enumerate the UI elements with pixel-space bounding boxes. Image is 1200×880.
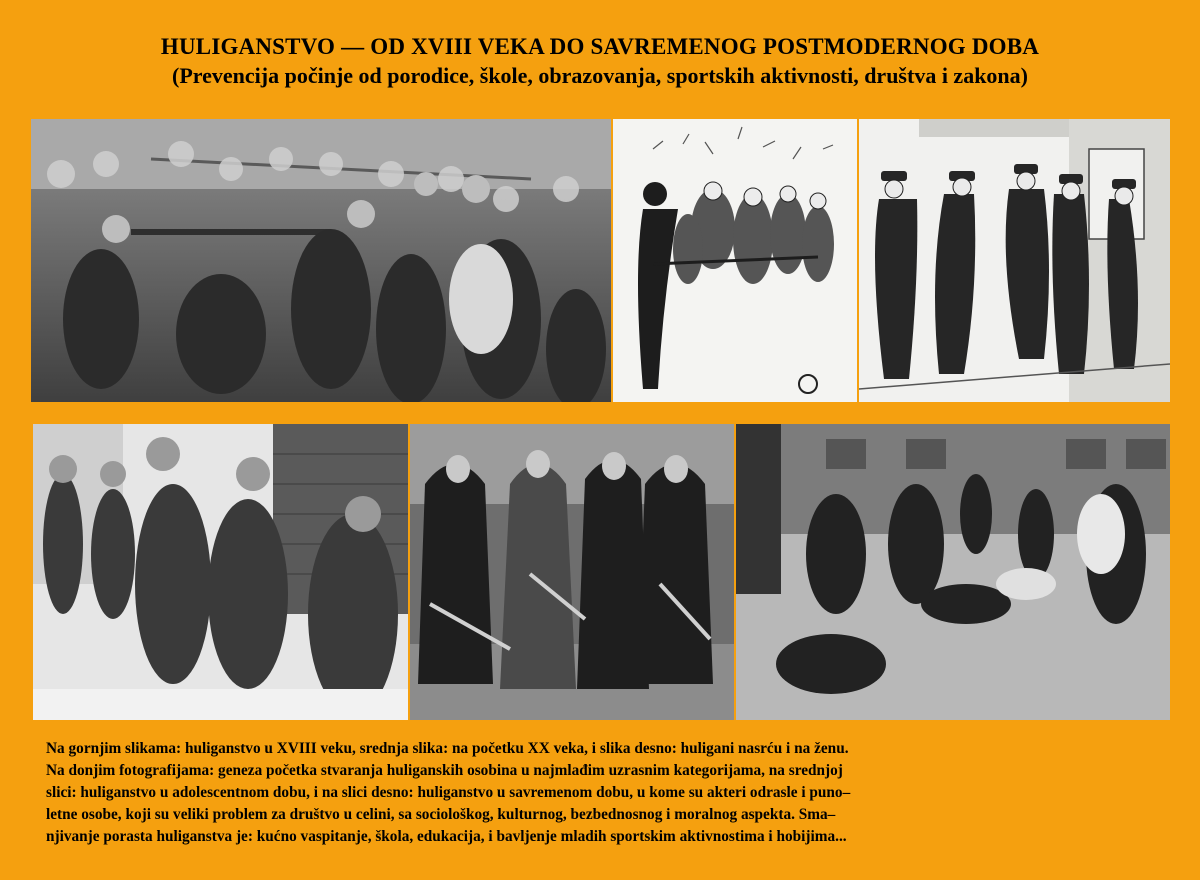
photo-children-fighting — [33, 424, 408, 720]
engraving-hooligans-assault-woman-art — [859, 119, 1170, 402]
photo-modern-street-brawl-art — [736, 424, 1170, 720]
engraving-street-crowd-brawl-art — [31, 119, 611, 402]
caption-text — [46, 738, 1176, 848]
engraving-hooligans-assault-woman — [859, 119, 1170, 402]
caption-line: Na gornjim slikama: huliganstvo u XVIII veku, srednja slika: na početku XX veka, i slika desno: huligani nasrću i na ženu. — [46, 740, 849, 757]
engraving-policeman-facing-mob-art — [613, 119, 857, 402]
photo-children-fighting-art — [33, 424, 408, 720]
caption-line: slici: huliganstvo u adolescentnom dobu, i na slici desno: huliganstvo u savremenom dobu, u kome su akteri odrasle i puno– — [46, 784, 851, 801]
page-title: HULIGANSTVO — OD XVIII VEKA DO SAVREMENOG POSTMODERNOG DOBA — [160, 34, 1040, 59]
engraving-street-crowd-brawl — [31, 119, 611, 402]
caption-line: Na donjim fotografijama: geneza početka stvaranja huliganskih osobina u najmlađim uzrasnim kategorijama, na srednjoj — [46, 762, 843, 779]
engraving-policeman-facing-mob — [613, 119, 857, 402]
caption-line: njivanje porasta huliganstva je: kućno vaspitanje, škola, edukacija, i bavljenje mladih sportskim aktivnostima i hobijima... — [46, 828, 847, 845]
photo-modern-street-brawl — [736, 424, 1170, 720]
photo-teenagers-with-weapons-art — [410, 424, 734, 720]
caption-line: letne osobe, koji su veliki problem za društvo u celini, sa sociološkog, kulturnog, bezbednosnog i moralnog aspekta. Sma– — [46, 806, 836, 823]
photo-teenagers-with-weapons — [410, 424, 734, 720]
page-subtitle: (Prevencija počinje od porodice, škole, obrazovanja, sportskih aktivnosti, društva i zakona) — [172, 63, 1028, 88]
